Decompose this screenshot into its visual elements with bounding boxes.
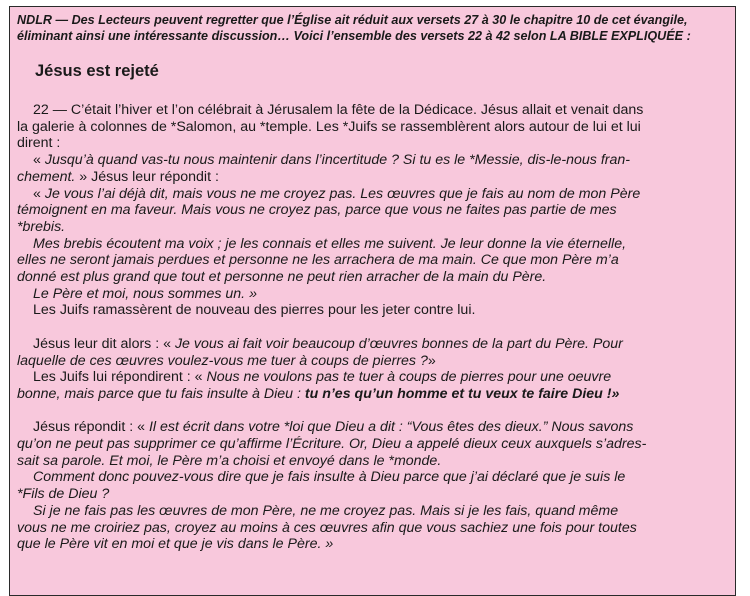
text-line: qu’on ne peut pas supprimer ce qu’affirme l’Écriture. Or, Dieu a appelé dieux ceux auxquels s’adres- [17,436,647,453]
text-segment: Jusqu’à quand vas-tu nous maintenir dans l’incertitude ? Si tu es le *Messie, dis-le-nous fran- [44,152,630,169]
paragraph-gap [17,403,729,420]
text-line [17,386,729,403]
text-segment: Jésus répondit : « [33,419,149,436]
text-segment: Je vous ai fait voir beaucoup d’œuvres bonnes de la part du Père. Pour [174,335,623,352]
text-line [17,152,729,169]
text-line: Mes brebis écoutent ma voix ; je les connais et elles me suivent. Je leur donne la vie éternelle, [33,235,627,252]
text-segment: tu n’es qu’un homme et tu veux te faire Dieu !» [304,385,620,402]
text-line: dirent : [17,135,61,152]
text-line [17,419,729,436]
passage-body [17,102,729,553]
text-line: Le Père et moi, nous sommes un. » [33,285,257,302]
text-segment: Il est écrit dans votre *loi que Dieu a dit : “Vous êtes des dieux.” Nous savons [148,419,634,436]
text-line: elles ne seront jamais perdues et personne ne les arrachera de ma main. Ce que mon Père m’a [17,252,619,269]
text-segment: Les Juifs lui répondirent : « [33,369,207,386]
editor-note-line: NDLR — Des Lecteurs peuvent regretter que l’Église ait réduit aux versets 27 à 30 le chapitre 10 de cet évangile, [17,13,688,27]
paragraph-gap [17,319,729,336]
text-line: témoignent en ma faveur. Mais vous ne croyez pas, parce que vous ne faites pas partie de mes [17,202,617,219]
text-segment: « [33,185,45,202]
text-segment: » [427,352,436,369]
text-line: *Fils de Dieu ? [17,486,110,503]
text-segment: Je vous l’ai déjà dit, mais vous ne me croyez pas. Les œuvres que je fais au nom de mon Père [44,185,641,202]
text-line: donné est plus grand que tout et personne ne peut rien arracher de la main du Père. [17,269,547,286]
text-line: que le Père vit en moi et que je vis dans le Père. » [17,536,334,553]
text-line [17,336,729,353]
text-segment: chement. [17,168,76,185]
text-line [17,186,729,203]
editor-note-line: éliminant ainsi une intéressante discussion… Voici l’ensemble des versets 22 à 42 selon LA BIBLE EXPLIQUÉE : [17,29,691,43]
text-line [17,353,729,370]
text-segment: Jésus leur dit alors : « [33,335,175,352]
section-title: Jésus est rejeté [35,62,159,80]
text-segment: « [33,152,45,169]
text-segment: Nous ne voulons pas te tuer à coups de pierres pour une oeuvre [206,369,612,386]
text-line: sait sa parole. Et moi, le Père m’a choisi et envoyé dans le *monde. [17,452,442,469]
text-line: Si je ne fais pas les œuvres de mon Père, ne me croyez pas. Mais si je les fais, quand même [33,502,619,519]
text-segment: » Jésus leur répondit : [75,168,219,185]
text-line: *brebis. [17,218,66,235]
text-segment: laquelle de ces œuvres voulez-vous me tuer à coups de pierres ? [17,352,428,369]
text-line: Comment donc pouvez-vous dire que je fais insulte à Dieu parce que j’ai déclaré que je suis le [33,469,626,486]
text-segment: bonne, mais parce que tu fais insulte à Dieu : [17,385,305,402]
text-line: 22 — C’était l’hiver et l’on célébrait à Jérusalem la fête de la Dédicace. Jésus allait et venait dans [33,102,644,118]
text-line: la galerie à colonnes de *Salomon, au *temple. Les *Juifs se rassemblèrent alors autour de lui et lui [17,118,641,135]
text-line [17,369,729,386]
text-line [17,169,729,186]
text-line: vous ne me croiriez pas, croyez au moins à ces œuvres afin que vous sachiez une fois pour toutes [17,519,637,536]
text-line: Les Juifs ramassèrent de nouveau des pierres pour les jeter contre lui. [33,302,476,319]
pink-text-box [9,6,736,596]
